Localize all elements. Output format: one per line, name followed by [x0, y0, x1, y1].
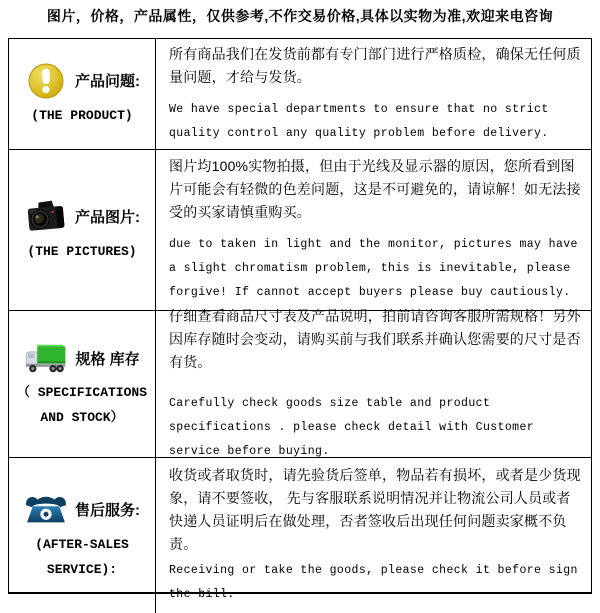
service-info-table — [8, 38, 592, 601]
phone-icon — [24, 490, 68, 530]
row-product-title-line — [24, 61, 140, 101]
row-pictures-title-line — [24, 197, 140, 237]
row-pictures-text-cell — [156, 150, 591, 311]
row-pictures-text-en: due to taken in light and the monitor, pictures may have a slight chromatism problem, this is inevitable, please forgive! If cannot accept buyers please buy cautiously. — [169, 238, 578, 299]
row-service-title-line — [24, 490, 140, 530]
row-service-title-en: (AFTER-SALES SERVICE): — [35, 536, 129, 577]
truck-icon — [24, 338, 68, 378]
row-specs-title-cn: 规格 库存 — [75, 350, 140, 368]
row-product-title-en: (THE PRODUCT) — [31, 107, 133, 123]
row-specs-title-en: （ SPECIFICATIONS AND STOCK） — [16, 385, 148, 425]
row-product-text-cell — [156, 39, 591, 150]
row-service-text-cn: 收货或者取货时，请先验货后签单，物品若有损坏，或者是少货现象，请不要签收， 先与客服联系说明情况并让物流公司人员或者快递人员证明后在做处理，否者签收后出现任何问题卖家概不负责。 — [169, 467, 581, 552]
row-pictures-label-cell — [9, 150, 156, 311]
camera-icon — [24, 197, 68, 237]
row-product-text-cn: 所有商品我们在发货前都有专门部门进行严格质检，确保无任何质量问题，才给与发货。 — [169, 45, 581, 85]
row-pictures-title-cn: 产品图片: — [75, 209, 140, 226]
row-product-label-cell — [9, 39, 156, 150]
row-specs-text-en: Carefully check goods size table and product specifications . please check detail with Customer service before buying. — [169, 396, 535, 458]
row-pictures-title-en: (THE PICTURES) — [27, 243, 137, 259]
row-specs-title-line — [24, 338, 139, 378]
row-specs-text-cell — [156, 307, 591, 458]
row-specs-label-cell — [9, 311, 156, 458]
row-specs-text-cn: 仔细查看商品尺寸表及产品说明，拍前请咨询客服所需规格！另外因库存随时会变动，请购买前与我们联系并确认您需要的尺寸是否有货。 — [169, 307, 581, 370]
row-product-text-en: We have special departments to ensure that no strict quality control any quality problem before delivery. — [169, 102, 549, 140]
page-notice-header: 图片，价格，产品属性，仅供参考,不作交易价格,具体以实物为准,欢迎来电咨询 — [46, 8, 554, 24]
row-product-title-cn: 产品问题: — [75, 73, 140, 90]
row-service-text-en: Receiving or take the goods, please check it before sign the bill. — [169, 564, 578, 601]
row-service-label-cell — [9, 458, 156, 613]
row-service-title-cn: 售后服务: — [75, 502, 140, 519]
row-service-text-cell — [156, 458, 591, 613]
row-pictures-text-cn: 图片均100%实物拍摄，但由于光线及显示器的原因，您所看到图片可能会有轻微的色差问题，这是不可避免的，请谅解！如无法接受的买家请慎重购买。 — [169, 158, 581, 220]
exclamation-icon — [24, 61, 68, 101]
